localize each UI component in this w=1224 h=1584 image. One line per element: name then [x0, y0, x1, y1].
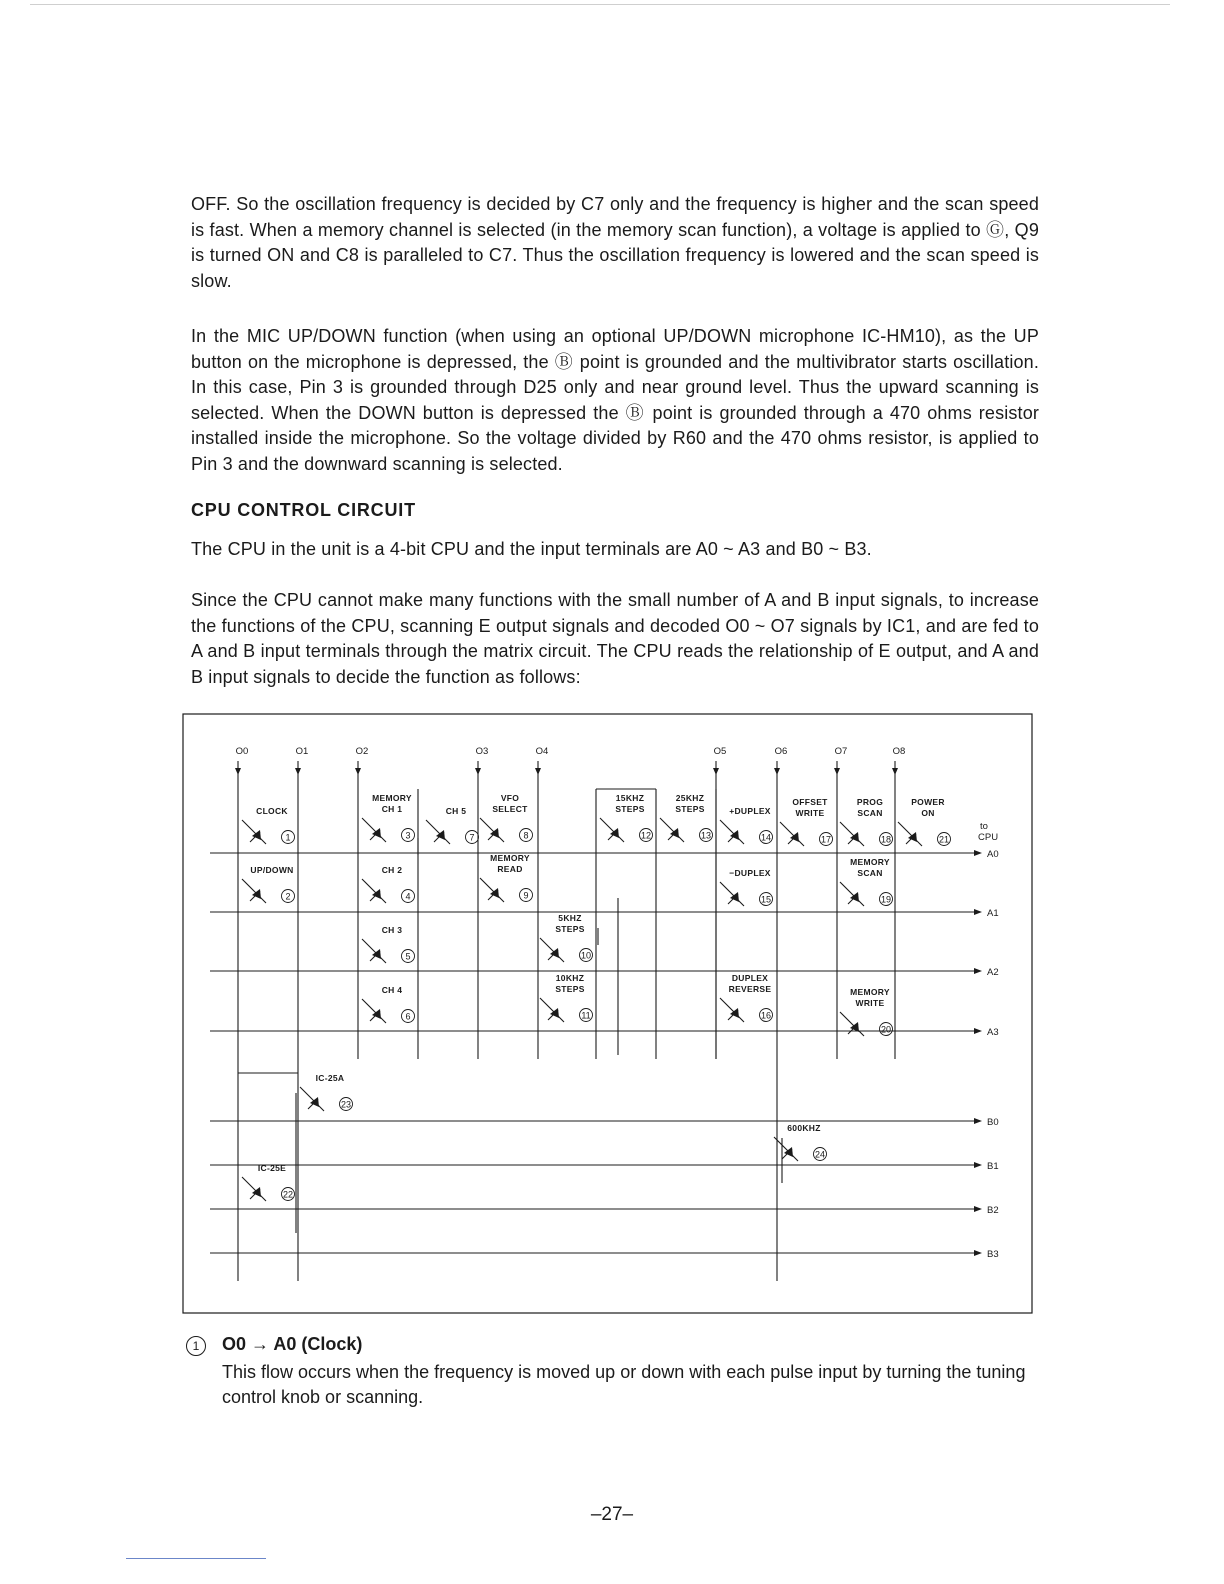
function-9-diode-line	[480, 878, 504, 902]
function-3-diode-line	[362, 818, 386, 842]
row-label-a0: A0	[987, 849, 999, 860]
row-arrow-a2	[974, 968, 982, 974]
function-21-number: 21	[938, 834, 950, 845]
function-13-diode-line	[660, 818, 684, 842]
function-11-label-1: STEPS	[555, 984, 585, 994]
column-label-o0: O0	[235, 746, 249, 757]
function-5-label-0: CH 3	[381, 925, 403, 935]
item-body: This flow occurs when the frequency is moved up or down with each pulse input by turning the tuning control knob or scanning.	[222, 1362, 1026, 1407]
function-19-label-0: MEMORY	[850, 857, 890, 867]
function-7-number: 7	[469, 832, 475, 843]
function-6-diode-line	[362, 999, 386, 1023]
function-23-label-0: IC-25A	[315, 1073, 345, 1083]
column-label-o7: O7	[834, 746, 848, 757]
function-3-label-1: CH 1	[381, 804, 403, 814]
row-label-b2: B2	[987, 1205, 999, 1216]
function-16-label-1: REVERSE	[728, 984, 772, 994]
cpu-label: CPU	[978, 832, 999, 843]
function-18-label-1: SCAN	[857, 808, 883, 818]
function-10-diode-line	[540, 938, 564, 962]
column-label-o5: O5	[713, 746, 727, 757]
column-arrow-o7	[834, 768, 840, 775]
item-title: O0 → A0 (Clock)	[222, 1334, 363, 1354]
function-21-label-1: ON	[921, 808, 935, 818]
row-label-b0: B0	[987, 1117, 999, 1128]
function-9-label-0: MEMORY	[490, 853, 530, 863]
function-20-label-0: MEMORY	[850, 987, 890, 997]
column-arrow-o4	[535, 768, 541, 775]
function-18-diode-line	[840, 822, 864, 846]
function-3-label-0: MEMORY	[372, 793, 412, 803]
function-2-label-0: UP/DOWN	[250, 865, 294, 875]
function-9-number: 9	[523, 890, 529, 901]
column-arrow-o8	[892, 768, 898, 775]
function-19-number: 19	[880, 894, 892, 905]
row-arrow-a1	[974, 909, 982, 915]
to-cpu-label: to	[980, 821, 988, 832]
function-11-number: 11	[581, 1010, 591, 1021]
function-24-label-0: 600KHZ	[787, 1123, 821, 1133]
function-20-number: 20	[880, 1024, 892, 1035]
row-arrow-b1	[974, 1162, 982, 1168]
function-17-number: 17	[820, 834, 832, 845]
function-17-label-1: WRITE	[795, 808, 825, 818]
function-22-number: 22	[282, 1189, 294, 1200]
function-23-number: 23	[340, 1099, 352, 1110]
function-13-label-1: STEPS	[675, 804, 705, 814]
paragraph-oscillation: OFF. So the oscillation frequency is decided by C7 only and the frequency is higher and the scan speed is fast. When a memory channel is selected (in the memory scan function), a voltage is applied to Ⓖ, Q9 is turned ON and C8 is paralleled to C7. Thus the oscillation frequency is lowered and the scan speed is slow.	[191, 194, 1039, 291]
function-13-label-0: 25KHZ	[675, 793, 705, 803]
function-7-diode-line	[426, 820, 450, 844]
row-label-a1: A1	[987, 908, 999, 919]
function-11-diode-line	[540, 998, 564, 1022]
function-3-number: 3	[405, 830, 411, 841]
item-number-badge: 1	[186, 1336, 206, 1356]
function-15-diode-line	[720, 882, 744, 906]
function-1-label-0: CLOCK	[256, 806, 288, 816]
row-label-a2: A2	[987, 967, 999, 978]
function-20-diode-line	[840, 1012, 864, 1036]
function-1-diode-line	[242, 820, 266, 844]
function-8-diode-line	[480, 818, 504, 842]
bottom-rule	[126, 1558, 266, 1559]
function-8-label-0: VFO	[500, 793, 520, 803]
function-24-number: 24	[814, 1149, 826, 1160]
row-label-b1: B1	[987, 1161, 999, 1172]
function-17-label-0: OFFSET	[792, 797, 828, 807]
row-label-b3: B3	[987, 1249, 999, 1260]
function-16-label-0: DUPLEX	[731, 973, 769, 983]
function-7-label-0: CH 5	[445, 806, 467, 816]
function-21-diode-line	[898, 822, 922, 846]
column-label-o8: O8	[892, 746, 906, 757]
function-8-label-1: SELECT	[492, 804, 528, 814]
function-14-diode-line	[720, 820, 744, 844]
row-arrow-b2	[974, 1206, 982, 1212]
function-10-label-1: STEPS	[555, 924, 585, 934]
function-4-diode-line	[362, 879, 386, 903]
function-5-diode-line	[362, 939, 386, 963]
function-14-label-0: +DUPLEX	[729, 806, 771, 816]
function-4-number: 4	[405, 891, 411, 902]
function-12-diode-line	[600, 818, 624, 842]
function-6-number: 6	[405, 1011, 411, 1022]
function-10-label-0: 5KHZ	[558, 913, 582, 923]
row-arrow-b0	[974, 1118, 982, 1124]
function-2-diode-line	[242, 879, 266, 903]
page-top-rule	[30, 4, 1170, 5]
function-2-number: 2	[285, 891, 291, 902]
function-4-label-0: CH 2	[381, 865, 403, 875]
function-15-label-0: −DUPLEX	[729, 868, 771, 878]
page-number: –27–	[590, 1504, 634, 1525]
function-22-diode-line	[242, 1177, 266, 1201]
function-12-label-1: STEPS	[615, 804, 645, 814]
section-heading: CPU CONTROL CIRCUIT	[191, 500, 416, 520]
column-arrow-o3	[475, 768, 481, 775]
function-21-label-0: POWER	[911, 797, 945, 807]
function-18-label-0: PROG	[856, 797, 884, 807]
diagram-frame	[183, 714, 1032, 1313]
function-11-label-0: 10KHZ	[555, 973, 585, 983]
row-arrow-b3	[974, 1250, 982, 1256]
function-13-number: 13	[700, 830, 712, 841]
row-label-a3: A3	[987, 1027, 999, 1038]
row-arrow-a3	[974, 1028, 982, 1034]
column-arrow-o6	[774, 768, 780, 775]
column-label-o6: O6	[774, 746, 788, 757]
column-arrow-o5	[713, 768, 719, 775]
function-24-diode-line	[774, 1137, 798, 1161]
column-arrow-o2	[355, 768, 361, 775]
function-17-diode-line	[780, 822, 804, 846]
function-20-label-1: WRITE	[855, 998, 885, 1008]
function-22-label-0: IC-25E	[257, 1163, 287, 1173]
function-12-number: 12	[640, 830, 652, 841]
column-label-o2: O2	[355, 746, 369, 757]
function-18-number: 18	[880, 834, 892, 845]
column-arrow-o1	[295, 768, 301, 775]
function-23-diode-line	[300, 1087, 324, 1111]
function-12-label-0: 15KHZ	[615, 793, 645, 803]
function-10-number: 10	[580, 950, 592, 961]
column-label-o1: O1	[295, 746, 309, 757]
function-16-number: 16	[760, 1010, 772, 1021]
paragraph-cpu-terminals: The CPU in the unit is a 4-bit CPU and the input terminals are A0 ~ A3 and B0 ~ B3.	[191, 539, 872, 559]
function-6-label-0: CH 4	[381, 985, 403, 995]
function-8-number: 8	[523, 830, 529, 841]
function-1-number: 1	[285, 832, 291, 843]
function-14-number: 14	[760, 832, 772, 843]
paragraph-cpu-matrix: Since the CPU cannot make many functions with the small number of A and B input signals, to increase the functions of the CPU, scanning E output signals and decoded O0 ~ O7 signals by IC1, and are fed to A and B input terminals through the matrix circuit. The CPU reads the relationship of E output, and A and B input signals to decide the function as follows:	[191, 590, 1039, 687]
function-16-diode-line	[720, 998, 744, 1022]
paragraph-mic-updown: In the MIC UP/DOWN function (when using an optional UP/DOWN microphone IC-HM10), as the UP button on the microphone is depressed, the Ⓑ point is grounded and the multivibrator starts oscillation. In this case, Pin 3 is grounded through D25 only and near ground level. Thus the upward scanning is selected. When the DOWN button is depressed the Ⓑ point is grounded through a 470 ohms resistor installed inside the microphone. So the voltage divided by R60 and the 470 ohms resistor, is applied to Pin 3 and the downward scanning is selected.	[191, 326, 1039, 474]
column-label-o4: O4	[535, 746, 549, 757]
function-19-diode-line	[840, 882, 864, 906]
column-label-o3: O3	[475, 746, 489, 757]
row-arrow-a0	[974, 850, 982, 856]
function-9-label-1: READ	[497, 864, 523, 874]
function-15-number: 15	[760, 894, 772, 905]
cpu-matrix-diagram	[182, 713, 1034, 1315]
column-arrow-o0	[235, 768, 241, 775]
function-5-number: 5	[405, 951, 411, 962]
function-19-label-1: SCAN	[857, 868, 883, 878]
